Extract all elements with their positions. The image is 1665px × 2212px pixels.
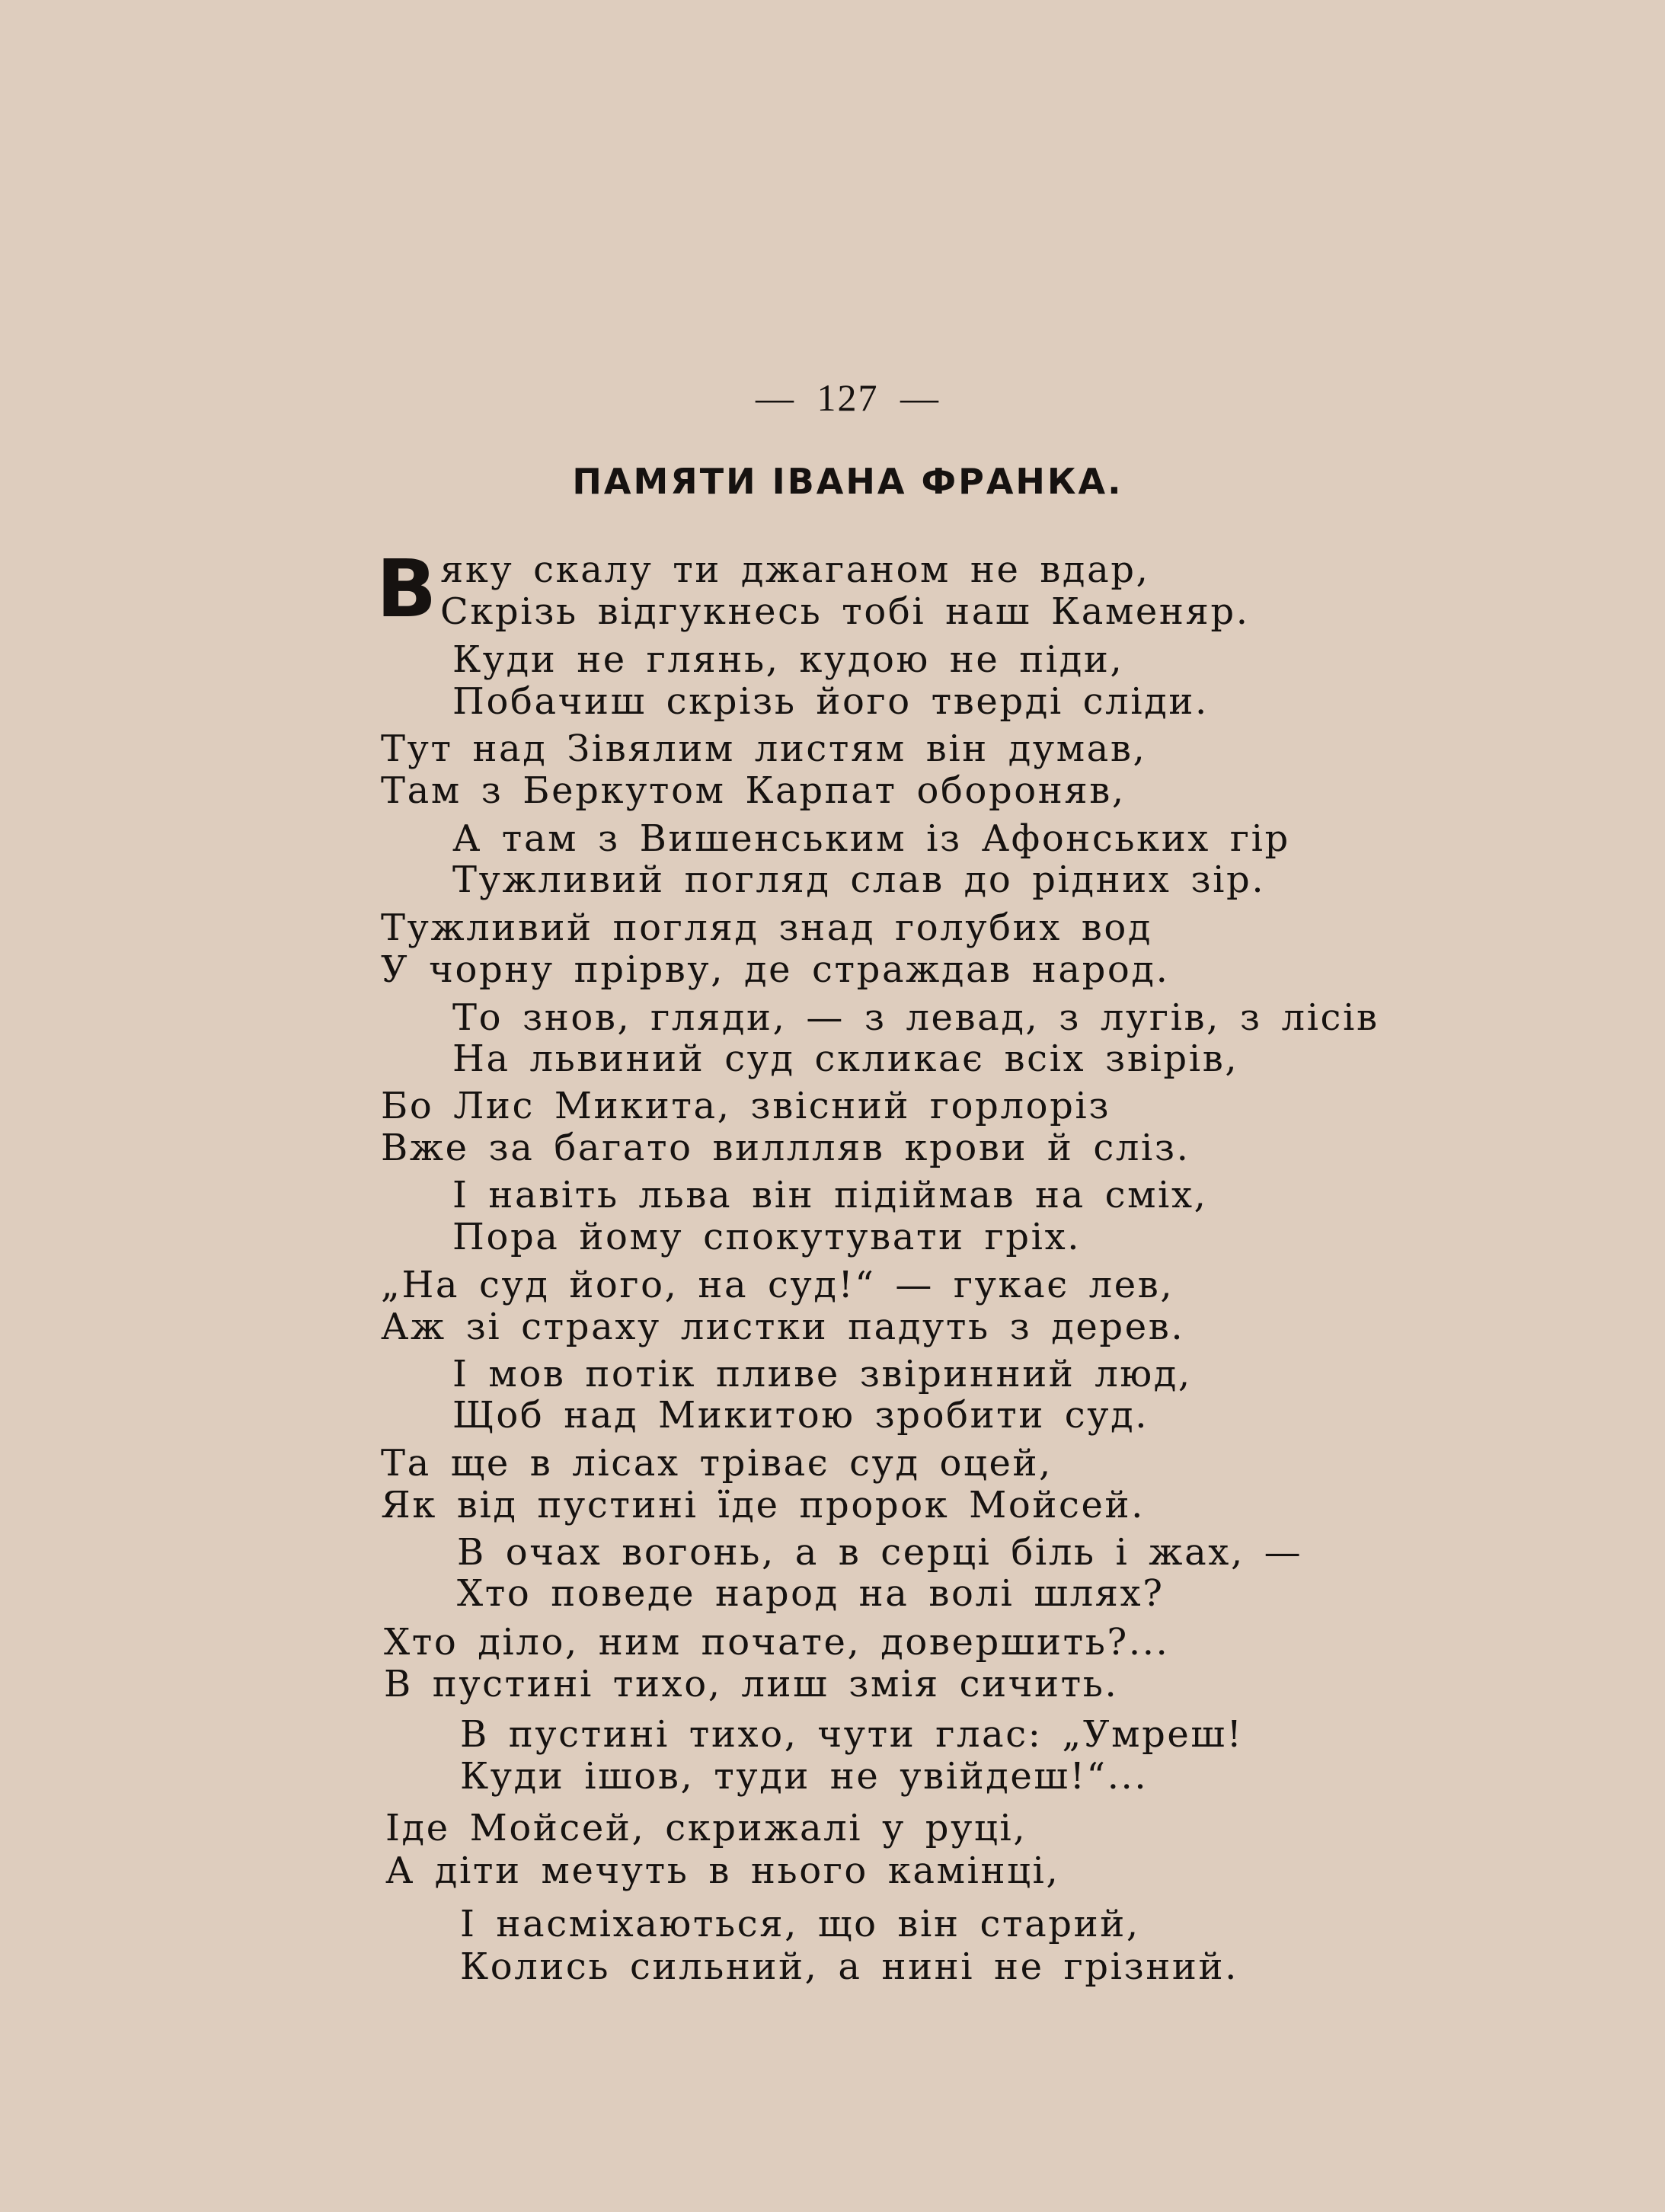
poem-line: Куди ішов, туди не увійдеш!“... <box>460 1755 1149 1798</box>
poem-line: Як від пустині їде пророк Мойсей. <box>381 1484 1145 1526</box>
poem-line: Колись сильний, а нині не грізний. <box>460 1945 1238 1988</box>
poem-line: Тужливий погляд знад голубих вод <box>381 906 1153 949</box>
poem-line: На львиний суд скликає всіх звірів, <box>452 1037 1239 1080</box>
poem-line: І навіть льва він підіймав на сміх, <box>452 1174 1208 1216</box>
poem-line: „На суд його, на суд!“ — гукає лев, <box>381 1264 1174 1306</box>
poem-line: Хто діло, ним почате, довершить?... <box>384 1621 1170 1664</box>
poem-line: Пора йому спокутувати гріх. <box>452 1216 1082 1258</box>
poem-line: Та ще в лісах тріває суд оцей, <box>381 1442 1053 1485</box>
poem-line: А діти мечуть в нього камінці, <box>385 1849 1060 1892</box>
poem-line: Іде Мойсей, скрижалі у руці, <box>385 1807 1027 1849</box>
poem-line: Тужливий погляд слав до рідних зір. <box>452 858 1266 901</box>
poem-line: Тут над Зівялим листям він думав, <box>381 727 1147 770</box>
poem-line: Аж зі страху листки падуть з дерев. <box>381 1306 1185 1348</box>
poem-line: Скрізь відгукнесь тобі наш Каменяр. <box>440 590 1250 633</box>
poem-line: Куди не глянь, кудою не піди, <box>452 638 1124 681</box>
poem-line: І насміхаються, що він старий, <box>460 1903 1140 1945</box>
poem-line: В пустині тихо, лиш змія сичить. <box>384 1663 1119 1705</box>
poem-line: В очах вогонь, а в серці біль і жах, — <box>457 1531 1303 1574</box>
drop-cap: В <box>376 542 437 635</box>
poem-line: То знов, гляди, — з левад, з лугів, з лісів <box>452 996 1379 1039</box>
poem-line: Побачиш скрізь його тверді сліди. <box>452 680 1209 723</box>
page-number: — 127 — <box>756 376 940 419</box>
poem-line: Хто поведе народ на волі шлях? <box>457 1572 1165 1615</box>
poem-line: У чорну прірву, де страждав народ. <box>381 948 1170 991</box>
poem-line: В пустині тихо, чути глас: „Умреш! <box>460 1713 1244 1756</box>
poem-line: Там з Беркутом Карпат обороняв, <box>381 769 1126 812</box>
poem-line: А там з Вишенським із Афонських гір <box>452 817 1290 860</box>
poem-line: яку скалу ти джаганом не вдар, <box>440 548 1150 591</box>
poem-line: Бо Лис Микита, звісний горлоріз <box>381 1085 1111 1127</box>
poem-line: Щоб над Микитою зробити суд. <box>452 1394 1149 1437</box>
poem-title: ПАМЯТИ ІВАНА ФРАНКА. <box>572 461 1123 502</box>
poem-line: Вже за багато виллляв крови й сліз. <box>381 1127 1190 1169</box>
poem-line: І мов потік пливе звіринний люд, <box>452 1353 1192 1395</box>
